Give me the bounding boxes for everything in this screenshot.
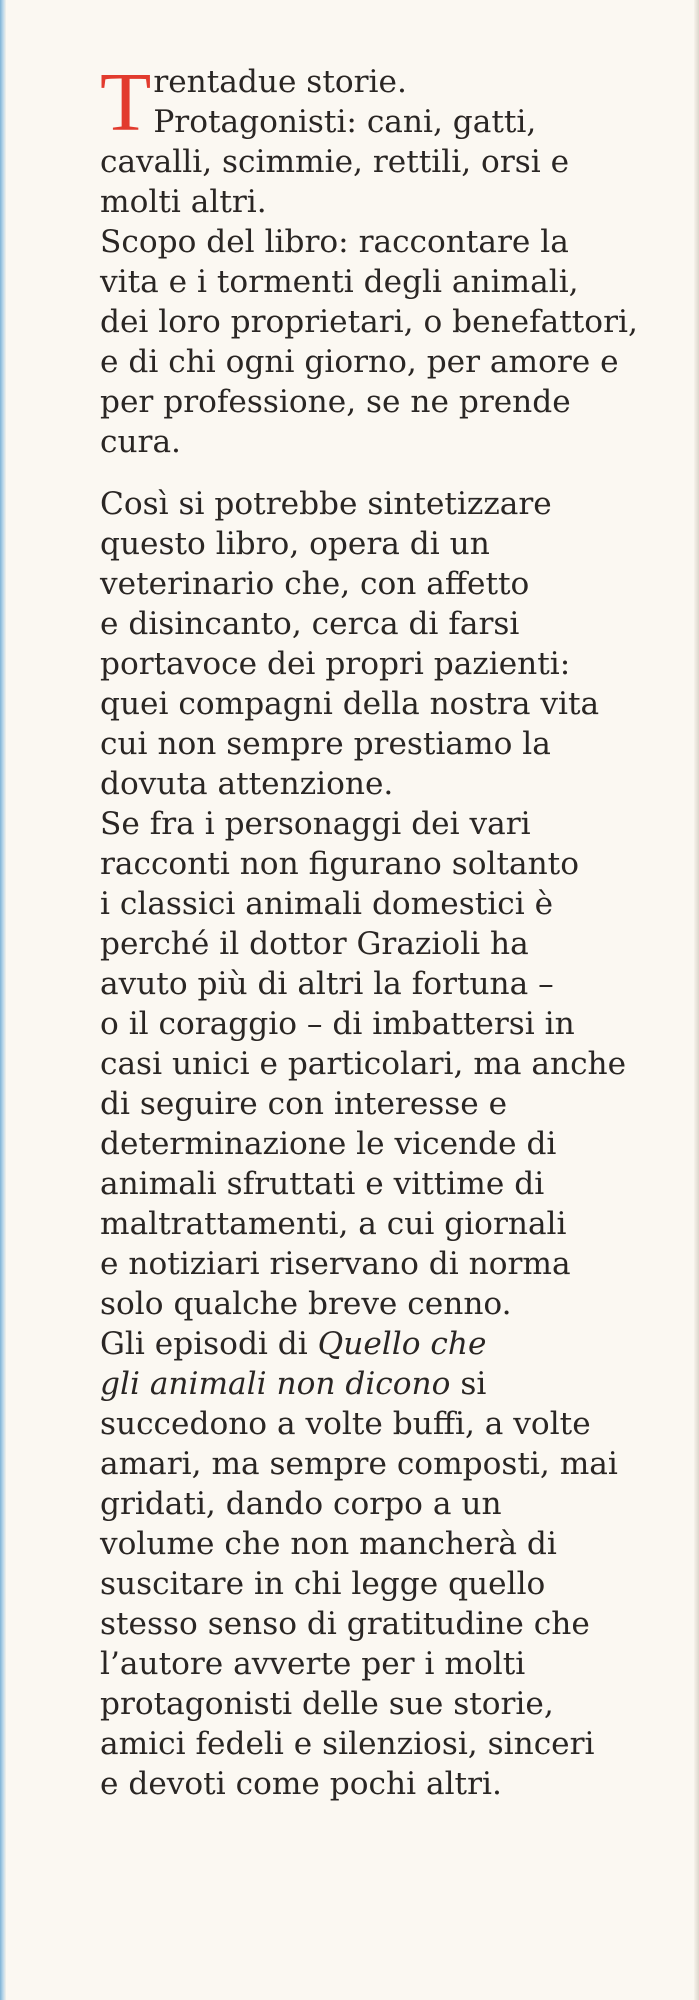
text-line: perché il dottor Grazioli ha xyxy=(100,926,529,962)
text-line: suscitare in chi legge quello xyxy=(100,1566,546,1602)
text-line: di seguire con interesse e xyxy=(100,1086,508,1122)
text-column xyxy=(100,56,655,1804)
text-line: avuto più di altri la fortuna – xyxy=(100,966,554,1002)
paragraph-summary xyxy=(100,484,655,1324)
text-line: molti altri. xyxy=(100,184,267,220)
text-run: Gli episodi di xyxy=(100,1326,318,1362)
page-edge-right xyxy=(694,0,699,2000)
text-line: portavoce dei propri pazienti: xyxy=(100,646,571,682)
text-line: rentadue storie. xyxy=(153,64,407,100)
text-line: succedono a volte buffi, a volte xyxy=(100,1406,591,1442)
text-line: e devoti come pochi altri. xyxy=(100,1766,502,1802)
text-line: e di chi ogni giorno, per amore e xyxy=(100,344,619,380)
text-line xyxy=(100,1324,655,1364)
book-title-part-1: Quello che xyxy=(317,1326,487,1362)
text-line: i classici animali domestici è xyxy=(100,886,554,922)
page-edge-left xyxy=(0,0,6,2000)
text-line: maltrattamenti, a cui giornali xyxy=(100,1206,567,1242)
text-line: protagonisti delle sue storie, xyxy=(100,1686,554,1722)
text-run: si xyxy=(450,1366,487,1402)
text-line: racconti non figurano soltanto xyxy=(100,846,579,882)
text-line: cura. xyxy=(100,424,181,460)
text-line: volume che non mancherà di xyxy=(100,1526,557,1562)
text-line: stesso senso di gratitudine che xyxy=(100,1606,590,1642)
text-line: questo libro, opera di un xyxy=(100,526,490,562)
drop-cap-lines xyxy=(100,56,655,149)
text-line: casi unici e particolari, ma anche xyxy=(100,1046,627,1082)
text-line: vita e i tormenti degli animali, xyxy=(100,264,579,300)
text-line: animali sfruttati e vittime di xyxy=(100,1166,545,1202)
text-line: amici fedeli e silenziosi, sinceri xyxy=(100,1726,595,1762)
book-title-part-2: gli animali non dicono xyxy=(100,1366,451,1402)
text-line: veterinario che, con affetto xyxy=(100,566,530,602)
text-line: Protagonisti: cani, gatti, xyxy=(153,104,537,140)
text-line: l’autore avverte per i molti xyxy=(100,1646,526,1682)
drop-cap: T xyxy=(100,56,152,149)
text-line: solo qualche breve cenno. xyxy=(100,1286,512,1322)
text-line: per professione, se ne prende xyxy=(100,384,571,420)
paragraph-episodes xyxy=(100,1324,655,1804)
text-line: dei loro proprietari, o benefattori, xyxy=(100,304,638,340)
paragraph-intro xyxy=(100,56,655,462)
text-line: o il coraggio – di imbattersi in xyxy=(100,1006,575,1042)
text-line: gridati, dando corpo a un xyxy=(100,1486,502,1522)
text-line: Così si potrebbe sintetizzare xyxy=(100,486,552,522)
text-line: e disincanto, cerca di farsi xyxy=(100,606,520,642)
text-line: Se fra i personaggi dei vari xyxy=(100,806,531,842)
text-line: determinazione le vicende di xyxy=(100,1126,557,1162)
text-line: dovuta attenzione. xyxy=(100,766,394,802)
text-line: cavalli, scimmie, rettili, orsi e xyxy=(100,144,570,180)
text-line: Scopo del libro: raccontare la xyxy=(100,224,569,260)
text-line: quei compagni della nostra vita xyxy=(100,686,600,722)
text-line xyxy=(100,1364,655,1404)
text-line: cui non sempre prestiamo la xyxy=(100,726,551,762)
text-line: amari, ma sempre composti, mai xyxy=(100,1446,618,1482)
text-line: e notiziari riservano di norma xyxy=(100,1246,571,1282)
